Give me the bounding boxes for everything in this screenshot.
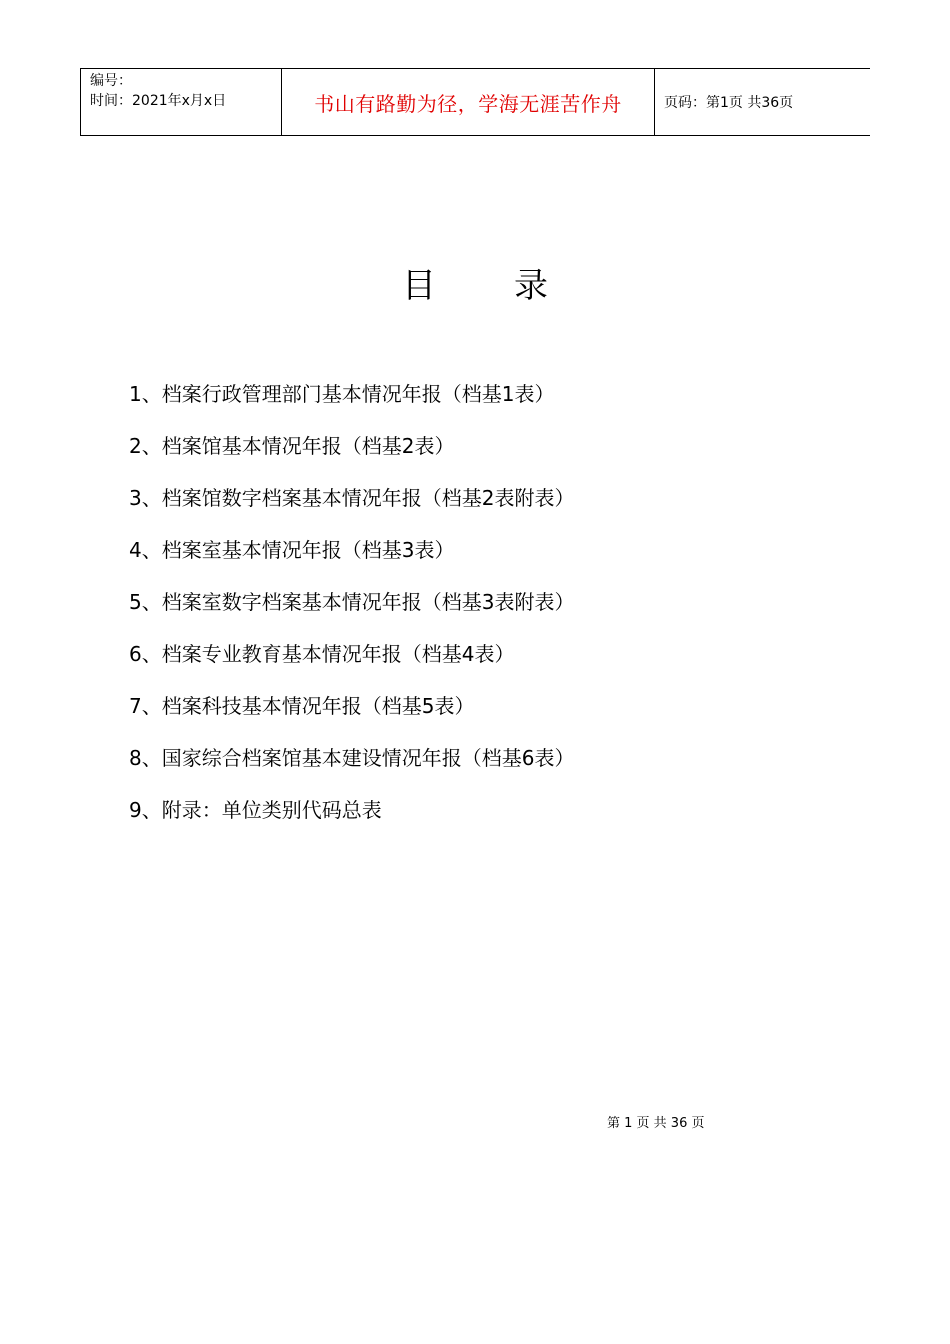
toc-item: 2、档案馆基本情况年报（档基2表）	[129, 434, 455, 458]
table-of-contents	[129, 372, 574, 840]
page-title	[0, 258, 950, 307]
page-footer: 第 1 页 共 36 页	[607, 1116, 705, 1131]
page-header	[80, 68, 870, 136]
serial-number-label: 编号：	[90, 73, 132, 89]
toc-item: 1、档案行政管理部门基本情况年报（档基1表）	[129, 382, 555, 406]
header-page-info: 页码：第1页 共36页	[664, 95, 794, 111]
title-char-2: 录	[514, 266, 548, 306]
header-motto-cell	[282, 69, 655, 135]
toc-item: 9、附录：单位类别代码总表	[129, 798, 382, 822]
header-info-cell	[81, 69, 282, 135]
toc-item: 3、档案馆数字档案基本情况年报（档基2表附表）	[129, 486, 575, 510]
toc-item: 4、档案室基本情况年报（档基3表）	[129, 538, 455, 562]
toc-item: 8、国家综合档案馆基本建设情况年报（档基6表）	[129, 746, 575, 770]
header-page-cell	[655, 69, 870, 135]
title-char-1: 目	[402, 266, 436, 306]
motto-text: 书山有路勤为径，学海无涯苦作舟	[314, 91, 622, 116]
toc-item: 5、档案室数字档案基本情况年报（档基3表附表）	[129, 590, 575, 614]
toc-item: 7、档案科技基本情况年报（档基5表）	[129, 694, 475, 718]
toc-item: 6、档案专业教育基本情况年报（档基4表）	[129, 642, 515, 666]
time-label: 时间：2021年x月x日	[90, 93, 227, 109]
